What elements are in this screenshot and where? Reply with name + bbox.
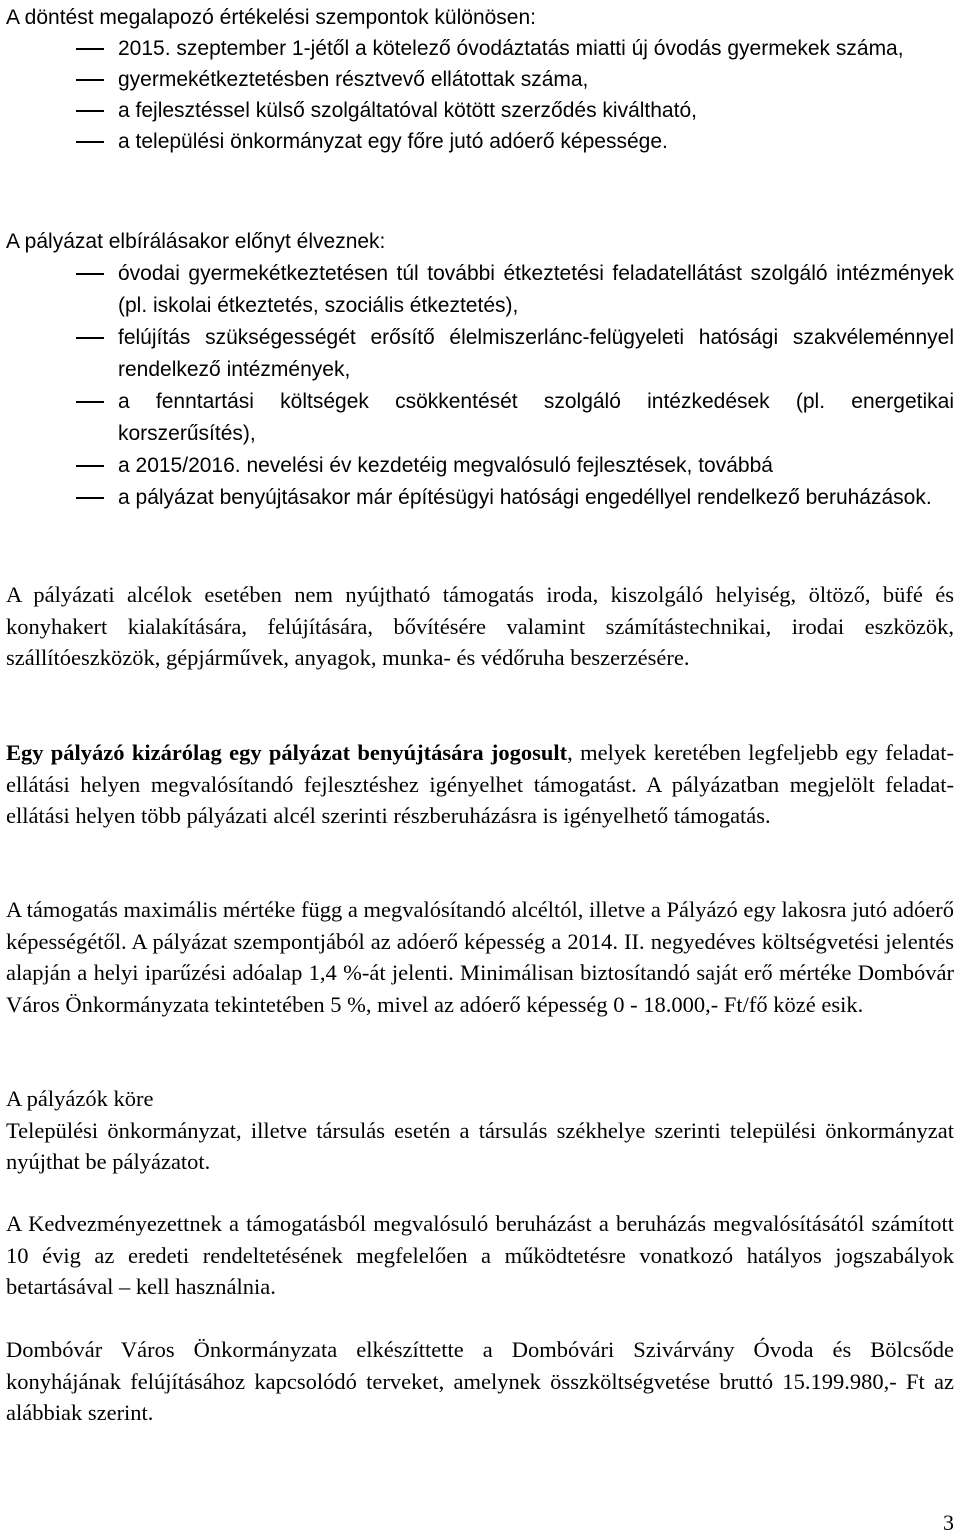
page-number: 3 <box>943 1510 954 1535</box>
criteria-list <box>6 33 954 157</box>
single-application-paragraph: Egy pályázó kizárólag egy pályázat benyújtására jogosult, melyek keretében legfeljebb egy feladat-ellátási helyen megvalósítandó fejlesztéshez igényelhet támogatást. A pályázatban megjelölt feladat-ellátási helyen több pályázati alcél szerinti részberuházásra is igényelhető támogatás. <box>6 740 954 828</box>
dash-bullet-icon <box>76 465 104 467</box>
advantage-item: óvodai gyermekétkeztetésen túl további étkeztetési feladatellátást szolgáló intézmények (pl. iskolai étkeztetés, szociális étkeztetés), <box>6 258 954 322</box>
max-support-paragraph: A támogatás maximális mértéke függ a megvalósítandó alcéltól, illetve a Pályázó egy lakosra jutó adóerő képességétől. A pályázat szempontjából az adóerő képesség a 2014. II. negyedéves költségvetési jelentés alapján a helyi iparűzési adóalap 1,4 %-át jelenti. Minimálisan biztosítandó saját erő mértéke Dombóvár Város Önkormányzata tekintetében 5 %, mivel az adóerő képesség 0 - 18.000,- Ft/fő közé esik. <box>6 897 954 1017</box>
dash-bullet-icon <box>76 110 104 112</box>
advantage-list <box>6 258 954 514</box>
dash-bullet-icon <box>76 48 104 50</box>
dash-bullet-icon <box>76 337 104 339</box>
dash-bullet-icon <box>76 141 104 143</box>
applicants-text: Települési önkormányzat, illetve társulás esetén a társulás székhelye szerinti települési önkormányzat nyújthat be pályázatot. <box>6 1117 954 1174</box>
dash-bullet-icon <box>76 79 104 81</box>
emphasis-text: Egy pályázó kizárólag egy pályázat benyújtására jogosult <box>6 740 568 765</box>
advantage-item: a 2015/2016. nevelési év kezdetéig megvalósuló fejlesztések, továbbá <box>6 450 954 482</box>
advantage-heading: A pályázat elbírálásakor előnyt élveznek: <box>6 230 386 253</box>
criteria-item: a települési önkormányzat egy főre jutó adóerő képessége. <box>6 126 954 157</box>
criteria-item: a fejlesztéssel külső szolgáltatóval kötött szerződés kiváltható, <box>6 95 954 126</box>
applicants-section <box>6 1083 954 1178</box>
criteria-intro: A döntést megalapozó értékelési szempontok különösen: <box>6 6 536 29</box>
advantage-item: felújítás szükségességét erősítő élelmiszerlánc-felügyeleti hatósági szakvéleménnyel rendelkező intézmények, <box>6 322 954 386</box>
criteria-item: gyermekétkeztetésben résztvevő ellátottak száma, <box>6 64 954 95</box>
dash-bullet-icon <box>76 497 104 499</box>
advantage-item: a fenntartási költségek csökkentését szolgáló intézkedések (pl. energetikai korszerűsítés), <box>6 386 954 450</box>
excluded-costs-paragraph: A pályázati alcélok esetében nem nyújtható támogatás iroda, kiszolgáló helyiség, öltöző, büfé és konyhakert kialakítására, felújítására, bővítésére valamint számítástechnikai, irodai eszközök, szállítóeszközök, gépjárművek, anyagok, munka- és védőruha beszerzésére. <box>6 582 954 670</box>
applicants-heading: A pályázók köre <box>6 1086 154 1111</box>
dash-bullet-icon <box>76 401 104 403</box>
criteria-item: 2015. szeptember 1-jétől a kötelező óvodáztatás miatti új óvodás gyermekek száma, <box>6 33 954 64</box>
beneficiary-paragraph: A Kedvezményezettnek a támogatásból megvalósuló beruházást a beruházás megvalósításától számított 10 évig az eredeti rendeltetésének megfelelően a működtetésre vonatkozó hatályos jogszabályok betartásával – kell használnia. <box>6 1211 954 1299</box>
dash-bullet-icon <box>76 273 104 275</box>
plans-paragraph: Dombóvár Város Önkormányzata elkészíttette a Dombóvári Szivárvány Óvoda és Bölcsőde konyhájának felújításához kapcsolódó terveket, amelynek összköltségvetése bruttó 15.199.980,- Ft az alábbiak szerint. <box>6 1337 954 1425</box>
advantage-item: a pályázat benyújtásakor már építésügyi hatósági engedéllyel rendelkező beruházások. <box>6 482 954 514</box>
